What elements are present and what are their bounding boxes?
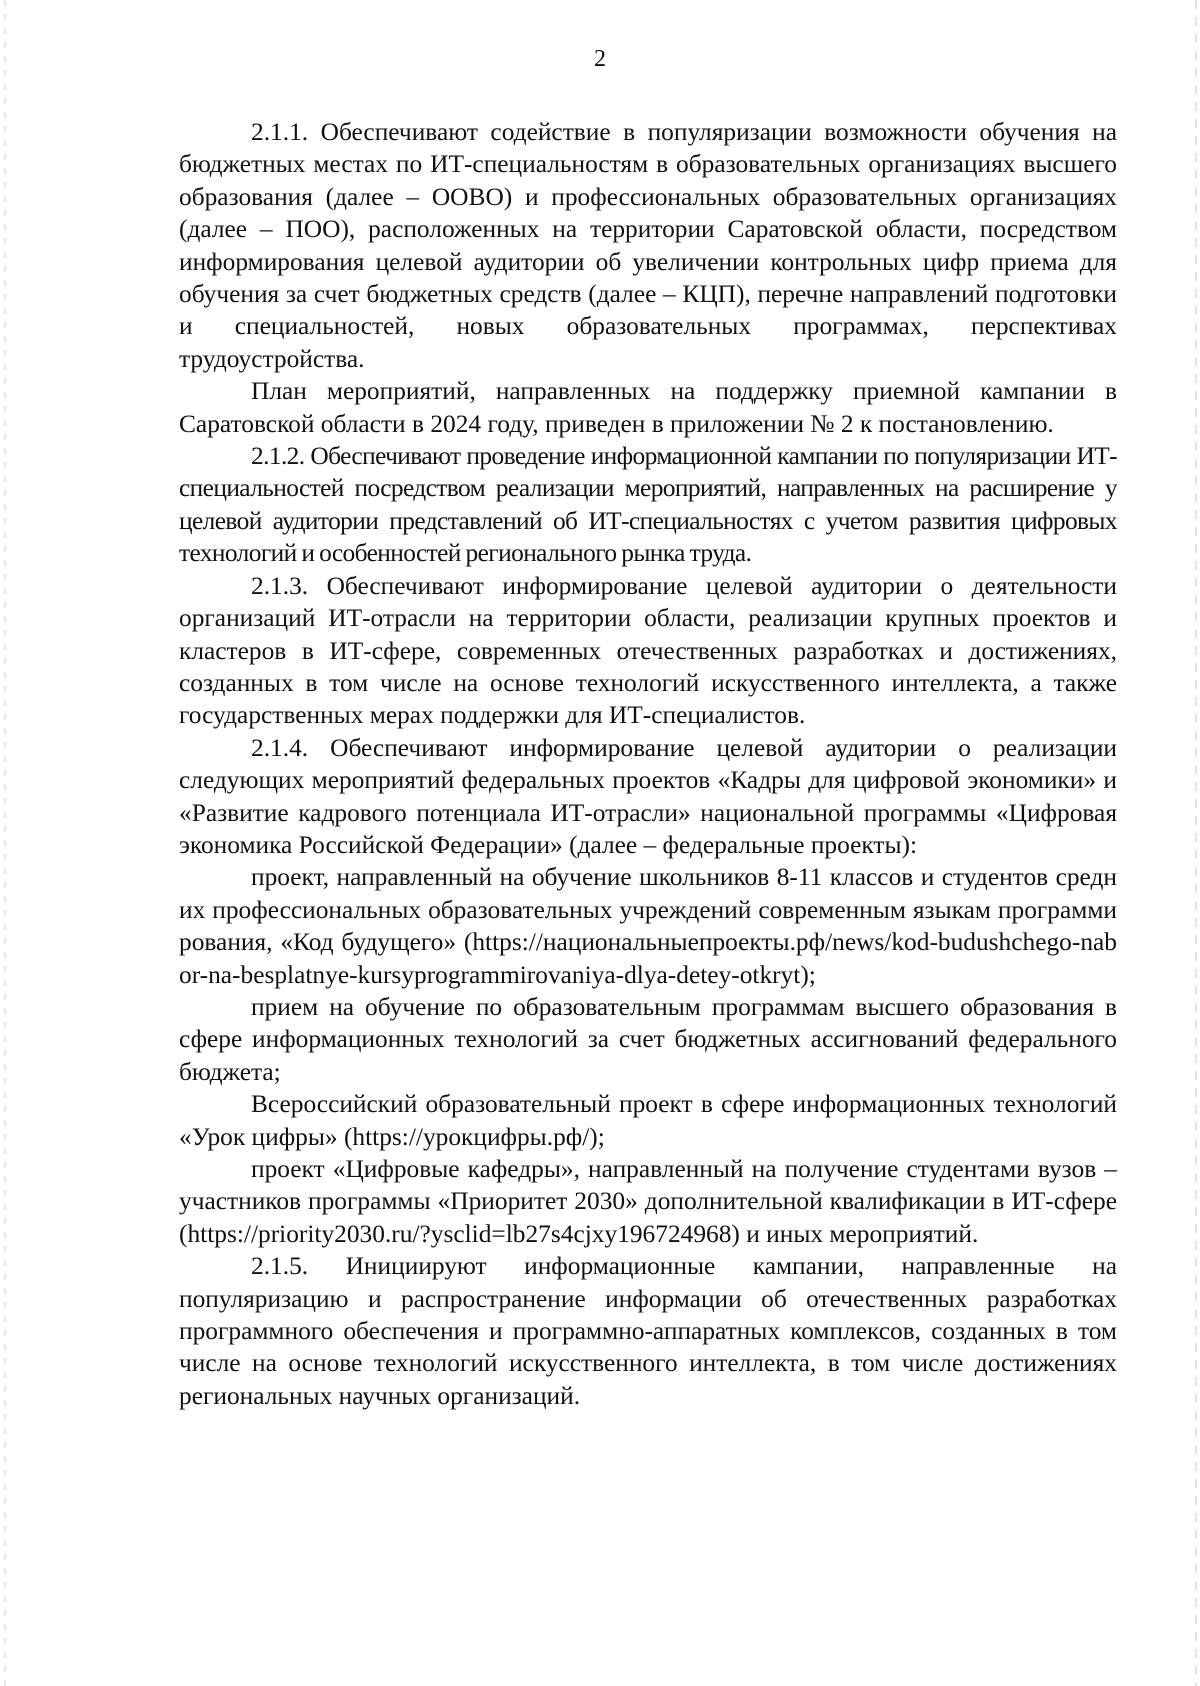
paragraph-code-of-future: проект, направленный на обучение школьников 8-11 классов и студентов средних профессиональных образовательных учреждений современным языкам программирования, «Код будущего» (https://национальныепроекты.рф/news/kod-budushchego-nabor-na-besplatnye-kursyprogrammirovaniya-dlya-detey-otkryt); bbox=[179, 863, 1117, 989]
paragraph-digit-lesson: Всероссийский образовательный проект в сфере информационных технологий «Урок цифры» (https://урокцифры.рф/); bbox=[179, 1090, 1117, 1151]
paragraph-2-1-4: 2.1.4. Обеспечивают информирование целевой аудитории о реализации следующих мероприятий федеральных проектов «Кадры для цифровой экономики» и «Развитие кадрового потенциала ИТ-отрасли» национальной программы «Цифровая экономика Российской Федерации» (далее – федеральные проекты): bbox=[179, 733, 1117, 859]
paragraph-2-1-2: 2.1.2. Обеспечивают проведение информационной кампании по популяризации ИТ-специальностей посредством реализации мероприятий, направленных на расширение у целевой аудитории представлений об ИТ-специальностях с учетом развития цифровых технологий и особенностей регионального рынка труда. bbox=[179, 442, 1117, 568]
scan-edge-left bbox=[4, 0, 6, 1686]
paragraph-admission-plan: План мероприятий, направленных на поддержку приемной кампании в Саратовской области в 2024 году, приведен в приложении № 2 к постановлению. bbox=[179, 377, 1117, 438]
paragraph-2-1-3: 2.1.3. Обеспечивают информирование целевой аудитории о деятельности организаций ИТ-отрасли на территории области, реализации крупных проектов и кластеров в ИТ-сфере, современных отечественных разработках и достижениях, созданных в том числе на основе технологий искусственного интеллекта, а также государственных мерах поддержки для ИТ-специалистов. bbox=[179, 571, 1117, 730]
document-body bbox=[179, 116, 1117, 1412]
page-number: 2 bbox=[594, 46, 606, 72]
paragraph-2-1-5: 2.1.5. Инициируют информационные кампании, направленные на популяризацию и распространение информации об отечественных разработках программного обеспечения и программно-аппаратных комплексов, созданных в том числе на основе технологий искусственного интеллекта, в том числе достижениях региональных научных организаций. bbox=[179, 1252, 1117, 1410]
paragraph-budget-admission: прием на обучение по образовательным программам высшего образования в сфере информационных технологий за счет бюджетных ассигнований федерального бюджета; bbox=[179, 992, 1117, 1086]
paragraph-digital-departments: проект «Цифровые кафедры», направленный на получение студентами вузов – участников программы «Приоритет 2030» дополнительной квалификации в ИТ-сфере (https://priority2030.ru/?ysclid=lb27s4cjxy196724968) и иных мероприятий. bbox=[179, 1155, 1117, 1248]
paragraph-2-1-1: 2.1.1. Обеспечивают содействие в популяризации возможности обучения на бюджетных местах по ИТ-специальностям в образовательных организациях высшего образования (далее – ООВО) и профессиональных образовательных организациях (далее – ПОО), расположенных на территории Саратовской области, посредством информирования целевой аудитории об увеличении контрольных цифр приема для обучения за счет бюджетных средств (далее – КЦП), перечне направлений подготовки и специальностей, новых образовательных программах, перспективах трудоустройства. bbox=[179, 118, 1117, 373]
scan-edge-right bbox=[1195, 0, 1197, 1686]
